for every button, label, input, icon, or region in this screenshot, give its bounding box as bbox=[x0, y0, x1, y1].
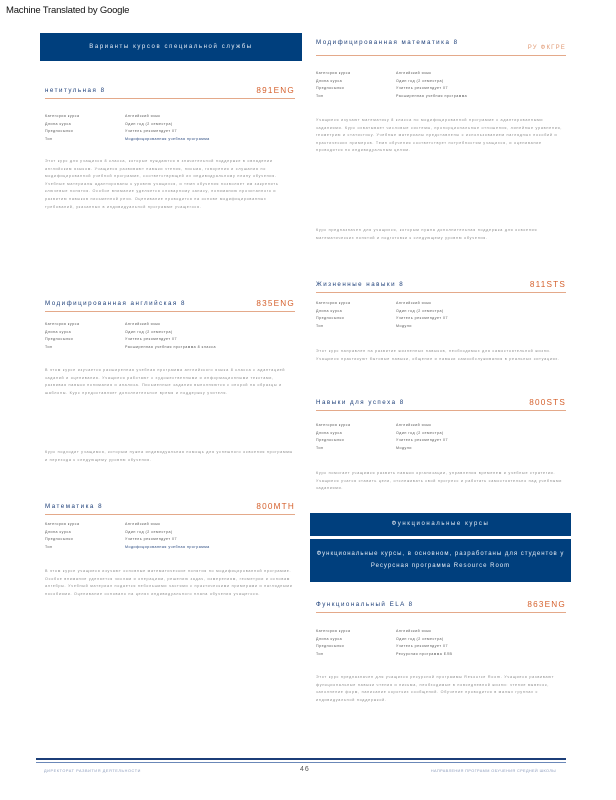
footer-rule-thin bbox=[36, 762, 566, 763]
course-header bbox=[316, 35, 566, 56]
meta-row bbox=[45, 114, 295, 122]
meta-key: Предпосылки bbox=[316, 644, 345, 648]
meta-row bbox=[316, 309, 566, 317]
meta-value: Ресурсная программа ЕЛВ bbox=[396, 651, 453, 656]
meta-value: Учитель рекомендует 07 bbox=[125, 537, 178, 541]
meta-key: Длина курса bbox=[316, 308, 343, 313]
course-meta bbox=[45, 322, 295, 352]
functional-courses-banner bbox=[310, 513, 571, 536]
meta-value: Модули bbox=[396, 323, 412, 328]
meta-value: Учитель рекомендует 07 bbox=[396, 438, 449, 442]
meta-row bbox=[316, 301, 566, 309]
meta-row bbox=[316, 79, 566, 87]
course-meta bbox=[45, 522, 295, 552]
meta-value: Учитель рекомендует 07 bbox=[125, 337, 178, 341]
meta-row bbox=[316, 423, 566, 431]
course-description: Курс подходит учащимся, которым нужна индивидуальная помощь для успешного освоения программы и перехода к следующему уровню обучения. bbox=[45, 450, 293, 462]
meta-key: Тип bbox=[316, 323, 324, 328]
functional-banner-title: Функциональные курсы bbox=[391, 521, 490, 527]
meta-key: Категория курса bbox=[316, 71, 351, 75]
course-code: РУ ФКГРЕ bbox=[527, 45, 566, 51]
meta-row bbox=[45, 137, 295, 145]
meta-key: Предпосылки bbox=[316, 316, 345, 320]
meta-key: Тип bbox=[45, 544, 53, 549]
course-meta bbox=[316, 301, 566, 331]
meta-row bbox=[316, 94, 566, 102]
course-description: Этот курс для учащихся 8 класса, которые нуждаются в значительной поддержке в овладении английским языком. Учащиеся развивают навыки чтения, письма, говорения и слушания по модифицированной учебной программе, соответствующей их индивидуальному плану обучения. Учебные материалы адаптированы к уровню учащихся, и темп обучения позволяет им закрепить ключевые понятия. Особое внимание уделяется словарному запасу, пониманию прочитанного и развитию навыков письменной речи. Оценивание проводится на основе модифицированных требований, указанных в индивидуальной программе учащегося. bbox=[45, 159, 279, 209]
meta-row bbox=[316, 637, 566, 645]
meta-key: Длина курса bbox=[45, 329, 72, 334]
meta-value: Английский язык bbox=[396, 301, 432, 305]
meta-value: Английский язык bbox=[396, 423, 432, 427]
meta-key: Категория курса bbox=[316, 629, 351, 633]
course-meta bbox=[316, 629, 566, 659]
page-number: 46 bbox=[300, 766, 310, 773]
meta-value: Английский язык bbox=[125, 114, 161, 118]
meta-row bbox=[316, 629, 566, 637]
meta-key: Тип bbox=[45, 136, 53, 141]
meta-value: Один год (2 семестра) bbox=[396, 308, 444, 313]
meta-row bbox=[45, 129, 295, 137]
meta-row bbox=[316, 71, 566, 79]
course-title: Модифицированная английская 8 bbox=[45, 300, 186, 307]
meta-key: Длина курса bbox=[45, 529, 72, 534]
course-code: 800MTH bbox=[256, 502, 295, 511]
course-code: 863ENG bbox=[527, 600, 566, 609]
course-title: нетитульная 8 bbox=[45, 87, 106, 94]
footer-right-text: НАПРАВЛЕНИЯ ПРОГРАММ ОБУЧЕНИЯ СРЕДНЕЙ ШКОЛЫ bbox=[430, 769, 556, 773]
meta-row bbox=[316, 431, 566, 439]
course-code: 891ENG bbox=[256, 86, 295, 95]
meta-row bbox=[316, 446, 566, 454]
meta-row bbox=[45, 330, 295, 338]
course-header bbox=[316, 390, 566, 411]
course-header bbox=[45, 78, 295, 99]
meta-row bbox=[45, 345, 295, 353]
meta-value: Расширенная учебная программа 8 класса bbox=[125, 344, 216, 349]
course-description: В этом курсе изучается расширенная учебная программа английского языка 8 класса с адаптацией заданий и оценивания. Учащиеся работают с художественными и информационными текстами, развивая навыки понимания и анализа. Письменные задания выполняются с опорой на образцы и шаблоны. Курс предоставляет дополнительное время и поддержку учителя. bbox=[45, 368, 286, 395]
course-code: 811STS bbox=[529, 280, 566, 289]
meta-value: Один год (2 семестра) bbox=[125, 529, 173, 534]
meta-key: Предпосылки bbox=[316, 438, 345, 442]
meta-key: Тип bbox=[316, 445, 324, 450]
meta-key: Длина курса bbox=[45, 121, 72, 126]
meta-value: Модули bbox=[396, 445, 412, 450]
left-banner-title: Варианты курсов специальной службы bbox=[89, 44, 253, 50]
course-title: Функциональный ELA 8 bbox=[316, 601, 414, 608]
meta-value: Один год (2 семестра) bbox=[396, 636, 444, 641]
meta-key: Категория курса bbox=[316, 301, 351, 305]
course-meta bbox=[316, 423, 566, 453]
meta-value: Английский язык bbox=[125, 322, 161, 326]
meta-value: Один год (2 семестра) bbox=[396, 430, 444, 435]
meta-row bbox=[45, 322, 295, 330]
course-header bbox=[316, 272, 566, 293]
meta-value: Английский язык bbox=[125, 522, 161, 526]
footer-left-text: ДИРЕКТОРАТ РАЗВИТИЯ ДЕЯТЕЛЬНОСТИ bbox=[44, 769, 141, 773]
meta-row bbox=[45, 522, 295, 530]
meta-value: Один год (2 семестра) bbox=[125, 329, 173, 334]
meta-key: Категория курса bbox=[45, 522, 80, 526]
meta-value: Учитель рекомендует 07 bbox=[396, 316, 449, 320]
meta-row bbox=[45, 530, 295, 538]
course-title: Навыки для успеха 8 bbox=[316, 399, 405, 406]
course-title: Математика 8 bbox=[45, 503, 104, 510]
meta-row bbox=[316, 316, 566, 324]
course-description: Учащиеся изучают математику 8 класса по модифицированной программе с адаптированными заданиями. Курс охватывает числовые системы, пропорциональные отношения, линейные уравнения, геометрию и статистику. Учебные материалы представлены с использованием наглядных пособий и практических примеров. Темп обучения соответствует потребностям учащихся, и оценивание проводится по индивидуальным целям. bbox=[316, 118, 563, 153]
meta-key: Тип bbox=[45, 344, 53, 349]
meta-key: Тип bbox=[316, 93, 324, 98]
functional-courses-info-banner bbox=[310, 539, 571, 582]
meta-key: Длина курса bbox=[316, 78, 343, 83]
left-section-banner bbox=[40, 33, 302, 61]
meta-value: Модифицированная учебная программа bbox=[125, 544, 210, 549]
course-code: 800STS bbox=[529, 398, 566, 407]
meta-key: Предпосылки bbox=[45, 337, 74, 341]
meta-value: Учитель рекомендует 07 bbox=[396, 86, 449, 90]
meta-row bbox=[45, 122, 295, 130]
meta-row bbox=[45, 545, 295, 553]
course-meta bbox=[316, 71, 566, 101]
course-code: 835ENG bbox=[256, 299, 295, 308]
meta-key: Предпосылки bbox=[45, 129, 74, 133]
meta-key: Категория курса bbox=[316, 423, 351, 427]
meta-row bbox=[316, 438, 566, 446]
course-header bbox=[45, 291, 295, 312]
course-header bbox=[45, 494, 295, 515]
meta-value: Английский язык bbox=[396, 629, 432, 633]
meta-key: Предпосылки bbox=[316, 86, 345, 90]
course-title: Жизненные навыки 8 bbox=[316, 281, 405, 288]
course-description: Этот курс направлен на развитие жизненных навыков, необходимых для самостоятельной жизни. Учащиеся практикуют бытовые навыки, общение и навыки самообслуживания в реальных ситуациях. bbox=[316, 349, 560, 361]
meta-value: Учитель рекомендует 07 bbox=[125, 129, 178, 133]
meta-key: Категория курса bbox=[45, 322, 80, 326]
meta-key: Категория курса bbox=[45, 114, 80, 118]
course-meta bbox=[45, 114, 295, 144]
meta-key: Предпосылки bbox=[45, 537, 74, 541]
course-description: В этом курсе учащиеся изучают основные математические понятия по модифицированной программе. Особое внимание уделяется числам и операциям, решению задач, измерениям, геометрии и основам алгебры. Учебный материал подается небольшими частями с практическими примерами и наглядными пособиями. Оценивание основано на целях индивидуального плана обучения учащегося. bbox=[45, 569, 293, 596]
course-description: Курс предназначен для учащихся, которым нужна дополнительная поддержка для освоения математических понятий и подготовки к следующему уровню обучения. bbox=[316, 228, 538, 240]
course-title: Модифицированная математика 8 bbox=[316, 39, 459, 46]
meta-value: Один год (2 семестра) bbox=[396, 78, 444, 83]
meta-value: Один год (2 семестра) bbox=[125, 121, 173, 126]
meta-row bbox=[316, 652, 566, 660]
course-description: Этот курс предназначен для учащихся ресурсной программы Resource Room. Учащиеся развивают функциональные навыки чтения и письма, необходимые в повседневной жизни: чтение вывесок, заполнение форм, написание коротких сообщений. Обучение проводится в малых группах с индивидуальной поддержкой. bbox=[316, 675, 555, 702]
meta-row bbox=[45, 337, 295, 345]
course-header bbox=[316, 592, 566, 613]
footer-rule bbox=[36, 758, 566, 760]
meta-value: Модифицированная учебная программа bbox=[125, 136, 210, 141]
meta-value: Расширенная учебная программа bbox=[396, 93, 468, 98]
meta-value: Учитель рекомендует 07 bbox=[396, 644, 449, 648]
meta-row bbox=[316, 86, 566, 94]
meta-value: Английский язык bbox=[396, 71, 432, 75]
functional-info-line1: Функциональные курсы, в основном, разработаны для студентов у bbox=[316, 551, 565, 557]
meta-row bbox=[316, 644, 566, 652]
meta-row bbox=[45, 537, 295, 545]
meta-key: Тип bbox=[316, 651, 324, 656]
meta-key: Длина курса bbox=[316, 636, 343, 641]
course-description: Курс помогает учащимся развить навыки организации, управления временем и учебные стратегии. Учащиеся учатся ставить цели, отслеживать свой прогресс и работать самостоятельно над учебными заданиями. bbox=[316, 471, 563, 491]
functional-info-line2: Ресурсная программа Resource Room bbox=[370, 563, 511, 569]
meta-key: Длина курса bbox=[316, 430, 343, 435]
machine-translated-label: Machine Translated by Google bbox=[6, 5, 130, 16]
meta-row bbox=[316, 324, 566, 332]
